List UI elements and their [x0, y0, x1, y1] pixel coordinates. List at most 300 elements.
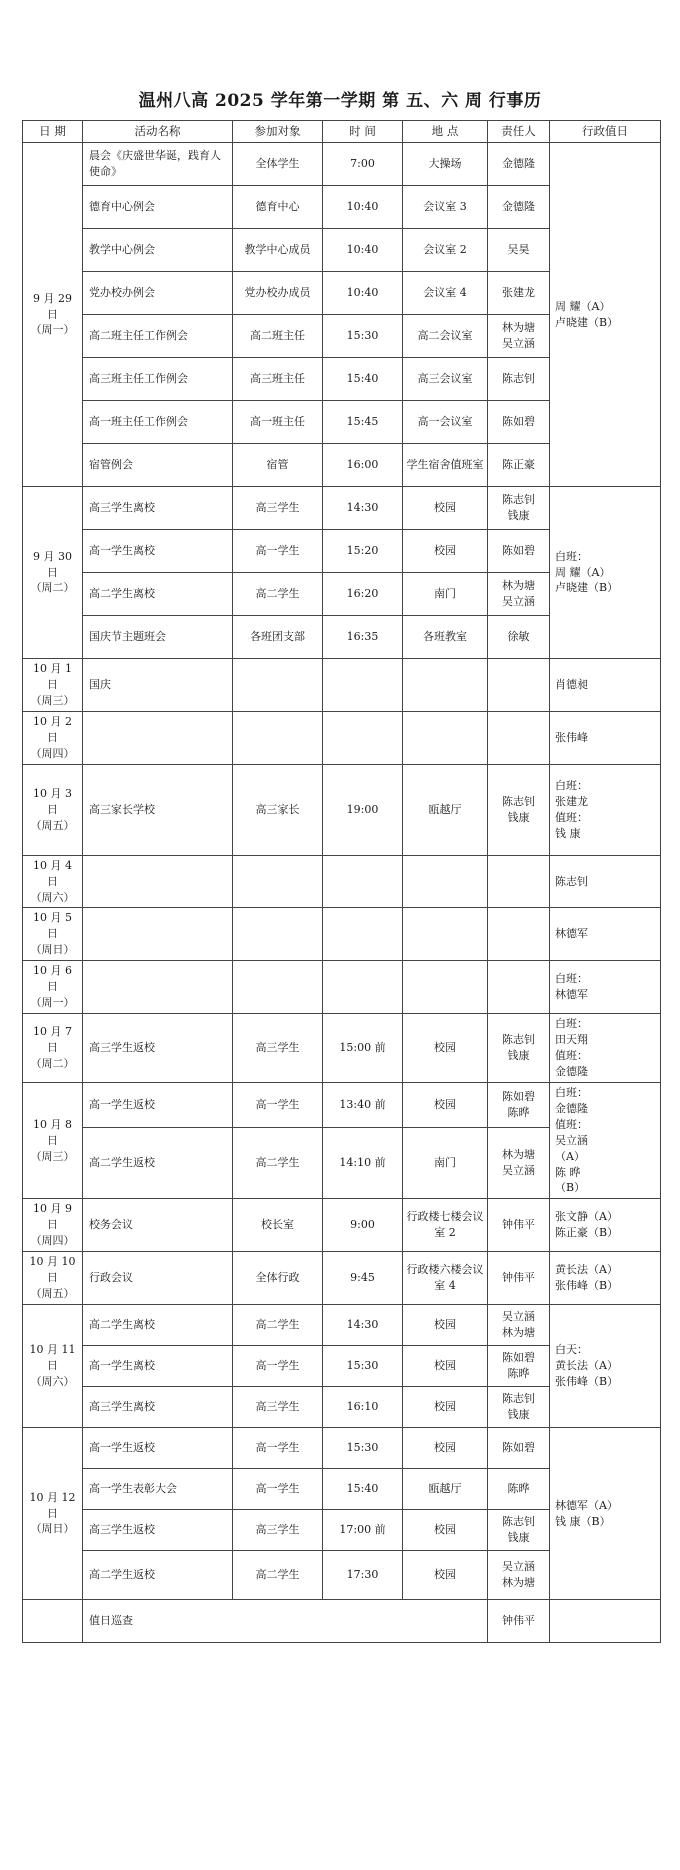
owner-cell: [488, 659, 550, 712]
patrol-label: 值日巡查: [83, 1600, 488, 1643]
place-cell: [403, 961, 488, 1014]
duty-cell: [550, 908, 661, 961]
place-cell: 行政楼七楼会议室 2: [403, 1199, 488, 1252]
owner-cell: [488, 487, 550, 530]
weekday-text: （周五）: [30, 818, 75, 832]
date-cell: [23, 1082, 83, 1199]
time-cell: 15:30: [323, 315, 403, 358]
place-cell: 校园: [403, 1305, 488, 1346]
date-text: 10 月 3 日: [33, 786, 72, 816]
owner-cell: [488, 1305, 550, 1346]
owner-cell: [488, 1252, 550, 1305]
cell-line: 钱康: [507, 810, 530, 824]
schedule-table: [22, 120, 661, 1643]
time-cell: 15:45: [323, 401, 403, 444]
table-row: [23, 711, 661, 764]
activity-cell: 行政会议: [83, 1252, 233, 1305]
duty-cell: [550, 1428, 661, 1600]
participants-cell: 高一学生: [233, 1428, 323, 1469]
activity-cell: [83, 855, 233, 908]
column-header: 日 期: [23, 121, 83, 143]
place-cell: 高一会议室: [403, 401, 488, 444]
time-cell: [323, 659, 403, 712]
date-text: 10 月 6 日: [33, 964, 72, 994]
participants-cell: 高二学生: [233, 1127, 323, 1198]
cell-line: 吴立涵: [502, 1560, 535, 1574]
cell-line: 白班：: [555, 549, 588, 563]
place-cell: 南门: [403, 1127, 488, 1198]
place-cell: 校园: [403, 1428, 488, 1469]
owner-cell: [488, 711, 550, 764]
cell-line: 周 耀（A）: [555, 299, 611, 313]
duty-cell: [550, 855, 661, 908]
cell-line: 钱康: [507, 1531, 530, 1544]
owner-cell: [488, 444, 550, 487]
place-cell: 各班教室: [403, 616, 488, 659]
cell-line: 钱 康: [555, 826, 581, 840]
owner-cell: [488, 764, 550, 855]
cell-line: 金德隆: [555, 1064, 588, 1078]
duty-cell: [550, 487, 661, 659]
date-text: 10 月 5 日: [33, 911, 72, 941]
participants-cell: 全体行政: [233, 1252, 323, 1305]
owner-cell: [488, 186, 550, 229]
cell-line: 吴立涵: [502, 337, 535, 350]
cell-line: 吴立涵: [555, 1133, 588, 1147]
owner-cell: [488, 229, 550, 272]
cell-line: 陈志钊: [502, 1392, 535, 1406]
cell-line: 肖德昶: [555, 677, 588, 691]
cell-line: 白班：: [555, 1085, 588, 1099]
table-row: [23, 1082, 661, 1127]
activity-cell: 高三学生返校: [83, 1510, 233, 1551]
cell-line: 林德军: [555, 927, 588, 941]
activity-cell: 高一班主任工作例会: [83, 401, 233, 444]
participants-cell: 高三学生: [233, 1510, 323, 1551]
cell-line: 陈正豪: [502, 458, 535, 472]
time-cell: 14:10 前: [323, 1127, 403, 1198]
owner-cell: [488, 358, 550, 401]
date-cell: [23, 855, 83, 908]
participants-cell: 高二学生: [233, 1551, 323, 1600]
cell-line: 林为塘: [502, 321, 535, 335]
activity-cell: 国庆: [83, 659, 233, 712]
activity-cell: 宿管例会: [83, 444, 233, 487]
time-cell: 14:30: [323, 487, 403, 530]
cell-line: 陈如碧: [502, 1351, 535, 1365]
time-cell: 14:30: [323, 1305, 403, 1346]
weekday-text: （周三）: [30, 1149, 75, 1163]
table-row: [23, 1252, 661, 1305]
place-cell: [403, 908, 488, 961]
time-cell: 13:40 前: [323, 1082, 403, 1127]
cell-line: 值班：: [555, 1048, 588, 1062]
time-cell: 7:00: [323, 143, 403, 186]
activity-cell: 教学中心例会: [83, 229, 233, 272]
participants-cell: [233, 961, 323, 1014]
time-cell: 15:00 前: [323, 1014, 403, 1083]
cell-line: 林为塘: [502, 1326, 535, 1339]
footer-row: [23, 1600, 661, 1643]
owner-cell: [488, 401, 550, 444]
cell-line: 张伟峰（B）: [555, 1374, 619, 1388]
cell-line: 白天：: [555, 1343, 588, 1357]
cell-line: 田天翔: [555, 1033, 588, 1046]
cell-line: 金德隆: [502, 200, 535, 214]
date-cell: [23, 908, 83, 961]
cell-line: 陈 晔: [555, 1165, 581, 1179]
activity-cell: 校务会议: [83, 1199, 233, 1252]
place-cell: 校园: [403, 487, 488, 530]
time-cell: 10:40: [323, 272, 403, 315]
activity-cell: 德育中心例会: [83, 186, 233, 229]
activity-cell: 高一学生离校: [83, 1346, 233, 1387]
cell-line: 陈志钊: [555, 874, 588, 888]
duty-cell: [550, 1252, 661, 1305]
place-cell: 校园: [403, 1551, 488, 1600]
activity-cell: 高一学生离校: [83, 530, 233, 573]
date-cell: [23, 1199, 83, 1252]
owner-cell: [488, 1014, 550, 1083]
participants-cell: 高二学生: [233, 1305, 323, 1346]
column-header: 时 间: [323, 121, 403, 143]
date-cell: [23, 1305, 83, 1428]
weekday-text: （周二）: [30, 581, 75, 595]
cell-line: 吴立涵: [502, 1310, 535, 1324]
cell-line: 金德隆: [555, 1101, 588, 1115]
activity-cell: 晨会《庆盛世华诞，践育人使命》: [83, 143, 233, 186]
cell-line: 林德军（A）: [555, 1498, 618, 1512]
date-text: 10 月 9 日: [33, 1202, 72, 1232]
time-cell: [323, 711, 403, 764]
place-cell: 会议室 4: [403, 272, 488, 315]
place-cell: 大操场: [403, 143, 488, 186]
time-cell: 16:20: [323, 573, 403, 616]
cell-line: 陈如碧: [502, 415, 535, 429]
cell-line: 陈志钊: [502, 1033, 535, 1046]
weekday-text: （周二）: [30, 1056, 75, 1070]
participants-cell: 校长室: [233, 1199, 323, 1252]
date-text: 10 月 7 日: [33, 1025, 72, 1054]
cell-line: 陈如碧: [502, 1441, 535, 1455]
empty-cell: [23, 1600, 83, 1643]
time-cell: 10:40: [323, 186, 403, 229]
cell-line: 林为塘: [502, 1148, 535, 1162]
time-cell: [323, 908, 403, 961]
date-cell: [23, 764, 83, 855]
cell-line: 卢晓建（B）: [555, 315, 619, 329]
cell-line: 张文静（A）: [555, 1210, 618, 1224]
owner-cell: [488, 1551, 550, 1600]
participants-cell: 全体学生: [233, 143, 323, 186]
owner-cell: [488, 573, 550, 616]
cell-line: 陈志钊: [502, 493, 535, 507]
participants-cell: 宿管: [233, 444, 323, 487]
cell-line: 陈晔: [507, 1105, 530, 1119]
date-cell: [23, 1014, 83, 1083]
duty-cell: [550, 1014, 661, 1083]
weekday-text: （周一）: [30, 996, 75, 1010]
duty-cell: [550, 1199, 661, 1252]
cell-line: 吴昊: [507, 243, 530, 257]
activity-cell: 高二学生离校: [83, 1305, 233, 1346]
participants-cell: 高三学生: [233, 487, 323, 530]
place-cell: 南门: [403, 573, 488, 616]
participants-cell: [233, 908, 323, 961]
activity-cell: 高三学生离校: [83, 1387, 233, 1428]
duty-cell: [550, 1082, 661, 1199]
place-cell: 会议室 3: [403, 186, 488, 229]
place-cell: [403, 855, 488, 908]
participants-cell: [233, 659, 323, 712]
place-cell: 校园: [403, 1387, 488, 1428]
participants-cell: 高一学生: [233, 1469, 323, 1510]
owner-cell: [488, 616, 550, 659]
activity-cell: 高二班主任工作例会: [83, 315, 233, 358]
place-cell: 校园: [403, 1014, 488, 1083]
participants-cell: 教学中心成员: [233, 229, 323, 272]
place-cell: 高三会议室: [403, 358, 488, 401]
owner-cell: [488, 1082, 550, 1127]
weekday-text: （周日）: [30, 943, 75, 957]
owner-cell: [488, 1199, 550, 1252]
place-cell: 校园: [403, 1510, 488, 1551]
owner-cell: [488, 1127, 550, 1198]
time-cell: 15:30: [323, 1428, 403, 1469]
time-cell: 16:10: [323, 1387, 403, 1428]
owner-cell: [488, 908, 550, 961]
participants-cell: 各班团支部: [233, 616, 323, 659]
owner-cell: [488, 855, 550, 908]
cell-line: 陈正豪（B）: [555, 1226, 619, 1240]
time-cell: 16:00: [323, 444, 403, 487]
cell-line: （A）: [555, 1149, 585, 1163]
time-cell: 17:30: [323, 1551, 403, 1600]
weekday-text: （周一）: [30, 323, 75, 337]
participants-cell: 高二班主任: [233, 315, 323, 358]
owner-cell: [488, 1428, 550, 1469]
activity-cell: 高二学生离校: [83, 573, 233, 616]
activity-cell: 高三学生离校: [83, 487, 233, 530]
activity-cell: [83, 961, 233, 1014]
date-text: 10 月 2 日: [33, 714, 72, 744]
time-cell: 15:40: [323, 1469, 403, 1510]
activity-cell: 高三家长学校: [83, 764, 233, 855]
owner-cell: [488, 143, 550, 186]
cell-line: 值班：: [555, 1117, 588, 1131]
table-row: [23, 487, 661, 530]
cell-line: （B）: [555, 1181, 586, 1195]
participants-cell: 高三学生: [233, 1014, 323, 1083]
cell-line: 白班：: [555, 778, 588, 792]
activity-cell: 国庆节主题班会: [83, 616, 233, 659]
owner-cell: [488, 1510, 550, 1551]
date-text: 9 月 30 日: [33, 549, 72, 579]
date-cell: [23, 1428, 83, 1600]
owner-cell: [488, 530, 550, 573]
place-cell: 学生宿舍值班室: [403, 444, 488, 487]
date-text: 10 月 12 日: [29, 1490, 76, 1520]
time-cell: 15:20: [323, 530, 403, 573]
cell-line: 陈晔: [507, 1367, 530, 1380]
owner-cell: [488, 1346, 550, 1387]
cell-line: 黄长法（A）: [555, 1263, 618, 1277]
table-row: [23, 961, 661, 1014]
cell-line: 黄长法（A）: [555, 1359, 618, 1373]
cell-line: 张建龙: [502, 286, 535, 300]
cell-line: 吴立涵: [502, 1164, 535, 1178]
participants-cell: 高一学生: [233, 530, 323, 573]
cell-line: 钱康: [507, 509, 530, 522]
activity-cell: [83, 908, 233, 961]
owner-cell: [488, 272, 550, 315]
cell-line: 钟伟平: [502, 1218, 535, 1232]
cell-line: 林德军: [555, 988, 588, 1002]
owner-cell: [488, 1387, 550, 1428]
cell-line: 张伟峰: [555, 730, 588, 744]
cell-line: 陈晔: [507, 1482, 530, 1496]
activity-cell: 高三班主任工作例会: [83, 358, 233, 401]
time-cell: 19:00: [323, 764, 403, 855]
duty-cell: [550, 143, 661, 487]
time-cell: [323, 855, 403, 908]
table-row: [23, 1199, 661, 1252]
weekday-text: （周三）: [30, 693, 75, 707]
date-cell: [23, 1252, 83, 1305]
table-row: [23, 855, 661, 908]
date-cell: [23, 143, 83, 487]
place-cell: 会议室 2: [403, 229, 488, 272]
place-cell: 瓯越厅: [403, 764, 488, 855]
place-cell: 瓯越厅: [403, 1469, 488, 1510]
cell-line: 白班：: [555, 972, 588, 986]
activity-cell: 高一学生表彰大会: [83, 1469, 233, 1510]
duty-cell: [550, 764, 661, 855]
table-row: [23, 1014, 661, 1083]
cell-line: 钱康: [507, 1048, 530, 1062]
participants-cell: 高二学生: [233, 573, 323, 616]
duty-cell: [550, 1305, 661, 1428]
place-cell: 校园: [403, 1082, 488, 1127]
table-row: [23, 659, 661, 712]
participants-cell: [233, 855, 323, 908]
header-row: [23, 121, 661, 143]
owner-cell: [488, 1469, 550, 1510]
cell-line: 张建龙: [555, 794, 588, 808]
schedule-body: [23, 143, 661, 1643]
cell-line: 钱康: [507, 1408, 530, 1421]
weekday-text: （周五）: [30, 1287, 75, 1301]
table-row: [23, 1305, 661, 1346]
cell-line: 陈志钊: [502, 1515, 535, 1529]
cell-line: 金德隆: [502, 157, 535, 171]
cell-line: 陈志钊: [502, 372, 535, 386]
date-text: 10 月 4 日: [33, 858, 72, 888]
time-cell: 15:40: [323, 358, 403, 401]
activity-cell: [83, 711, 233, 764]
date-text: 10 月 1 日: [33, 662, 72, 691]
date-text: 10 月 10 日: [29, 1255, 76, 1285]
cell-line: 吴立涵: [502, 595, 535, 608]
weekday-text: （周六）: [30, 890, 75, 904]
place-cell: 校园: [403, 530, 488, 573]
participants-cell: 高一学生: [233, 1082, 323, 1127]
participants-cell: 高一班主任: [233, 401, 323, 444]
table-row: [23, 908, 661, 961]
table-row: [23, 764, 661, 855]
cell-line: 林为塘: [502, 579, 535, 593]
duty-cell: [550, 711, 661, 764]
participants-cell: 德育中心: [233, 186, 323, 229]
cell-line: 钟伟平: [502, 1271, 535, 1285]
column-header: 行政值日: [550, 121, 661, 143]
cell-line: 钱 康（B）: [555, 1514, 611, 1528]
time-cell: 17:00 前: [323, 1510, 403, 1551]
column-header: 责任人: [488, 121, 550, 143]
participants-cell: [233, 711, 323, 764]
date-cell: [23, 487, 83, 659]
table-row: [23, 1428, 661, 1469]
weekday-text: （周日）: [30, 1522, 75, 1536]
owner-cell: [488, 315, 550, 358]
cell-line: 周 耀（A）: [555, 565, 611, 579]
cell-line: 陈如碧: [502, 1089, 535, 1103]
duty-cell: [550, 961, 661, 1014]
participants-cell: 高一学生: [233, 1346, 323, 1387]
cell-line: 陈如碧: [502, 544, 535, 558]
table-row: [23, 143, 661, 186]
column-header: 活动名称: [83, 121, 233, 143]
column-header: 参加对象: [233, 121, 323, 143]
cell-line: 陈志钊: [502, 794, 535, 808]
weekday-text: （周四）: [30, 1234, 75, 1248]
page-title: 温州八高 2025 学年第一学期 第 五、六 周 行事历: [138, 91, 542, 111]
time-cell: 15:30: [323, 1346, 403, 1387]
cell-line: 卢晓建（B）: [555, 581, 619, 595]
time-cell: 9:45: [323, 1252, 403, 1305]
cell-line: 白班：: [555, 1017, 588, 1031]
date-cell: [23, 711, 83, 764]
activity-cell: 高二学生返校: [83, 1127, 233, 1198]
place-cell: 高二会议室: [403, 315, 488, 358]
activity-cell: 高二学生返校: [83, 1551, 233, 1600]
date-text: 9 月 29 日: [33, 291, 72, 321]
cell-line: 张伟峰（B）: [555, 1279, 619, 1293]
cell-line: 林为塘: [502, 1576, 535, 1589]
participants-cell: 高三家长: [233, 764, 323, 855]
place-cell: 行政楼六楼会议室 4: [403, 1252, 488, 1305]
column-header: 地 点: [403, 121, 488, 143]
date-cell: [23, 961, 83, 1014]
patrol-owner: 钟伟平: [488, 1600, 550, 1643]
empty-cell: [550, 1600, 661, 1643]
owner-cell: [488, 961, 550, 1014]
place-cell: 校园: [403, 1346, 488, 1387]
activity-cell: 高三学生返校: [83, 1014, 233, 1083]
place-cell: [403, 659, 488, 712]
cell-line: 值班：: [555, 810, 588, 824]
cell-line: 徐敏: [507, 630, 530, 644]
time-cell: 16:35: [323, 616, 403, 659]
activity-cell: 高一学生返校: [83, 1082, 233, 1127]
duty-cell: [550, 659, 661, 712]
participants-cell: 高三班主任: [233, 358, 323, 401]
weekday-text: （周四）: [30, 746, 75, 760]
weekday-text: （周六）: [30, 1374, 75, 1388]
place-cell: [403, 711, 488, 764]
time-cell: 9:00: [323, 1199, 403, 1252]
time-cell: [323, 961, 403, 1014]
